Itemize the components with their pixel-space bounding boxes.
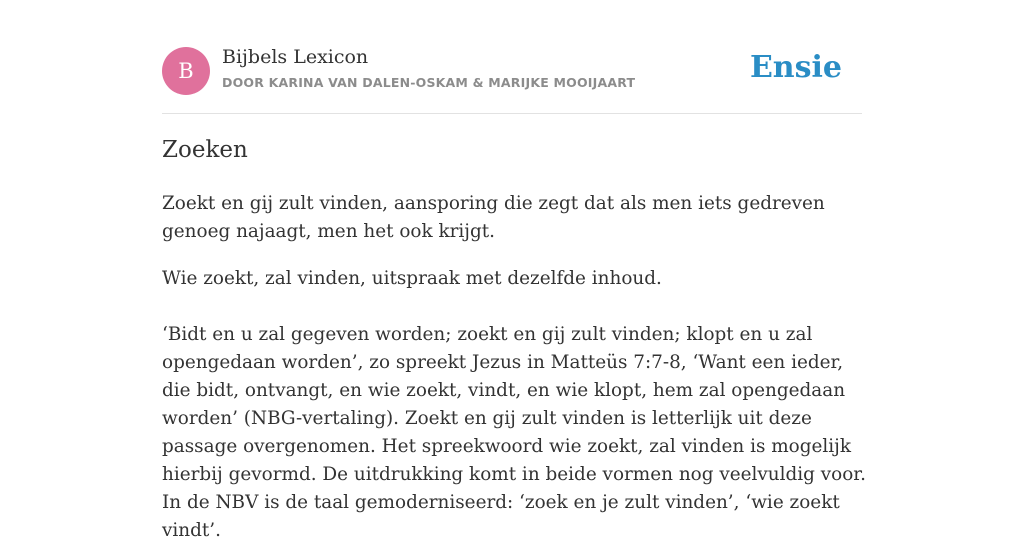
entry-paragraph-2: Wie zoekt, zal vinden, uitspraak met dezelfde inhoud. [162, 268, 662, 289]
brand-logo[interactable]: Ensie [749, 50, 842, 85]
entry-paragraph-3: ‘Bidt en u zal gegeven worden; zoekt en gij zult vinden; klopt en u zal opengedaan worden’, zo spreekt Jezus in Matteüs 7:7-8, ‘Want een ieder, die bidt, ontvangt, en wie zoekt, vindt, en wie klopt, hem zal opengedaan worden’ (NBG-vertaling). Zoekt en gij zult vinden is letterlijk uit deze passage overgenomen. Het spreekwoord wie zoekt, zal vinden is mogelijk hierbij gevormd. De uitdrukking komt in beide vormen nog veelvuldig voor. In de NBV is de taal gemoderniseerd: ‘zoek en je zult vinden’, ‘wie zoekt vindt’. [162, 324, 866, 541]
entry-title: Zoeken [162, 137, 248, 163]
book-header [162, 46, 862, 96]
book-authors: DOOR KARINA VAN DALEN-OSKAM & MARIJKE MOOIJAART [222, 75, 636, 90]
entry-content [162, 190, 867, 545]
divider [162, 113, 862, 114]
entry-paragraph-1: Zoekt en gij zult vinden, aansporing die zegt dat als men iets gedreven genoeg najaagt, men het ook krijgt. [162, 193, 825, 242]
book-title[interactable]: Bijbels Lexicon [222, 46, 369, 68]
avatar[interactable]: B [162, 47, 210, 95]
